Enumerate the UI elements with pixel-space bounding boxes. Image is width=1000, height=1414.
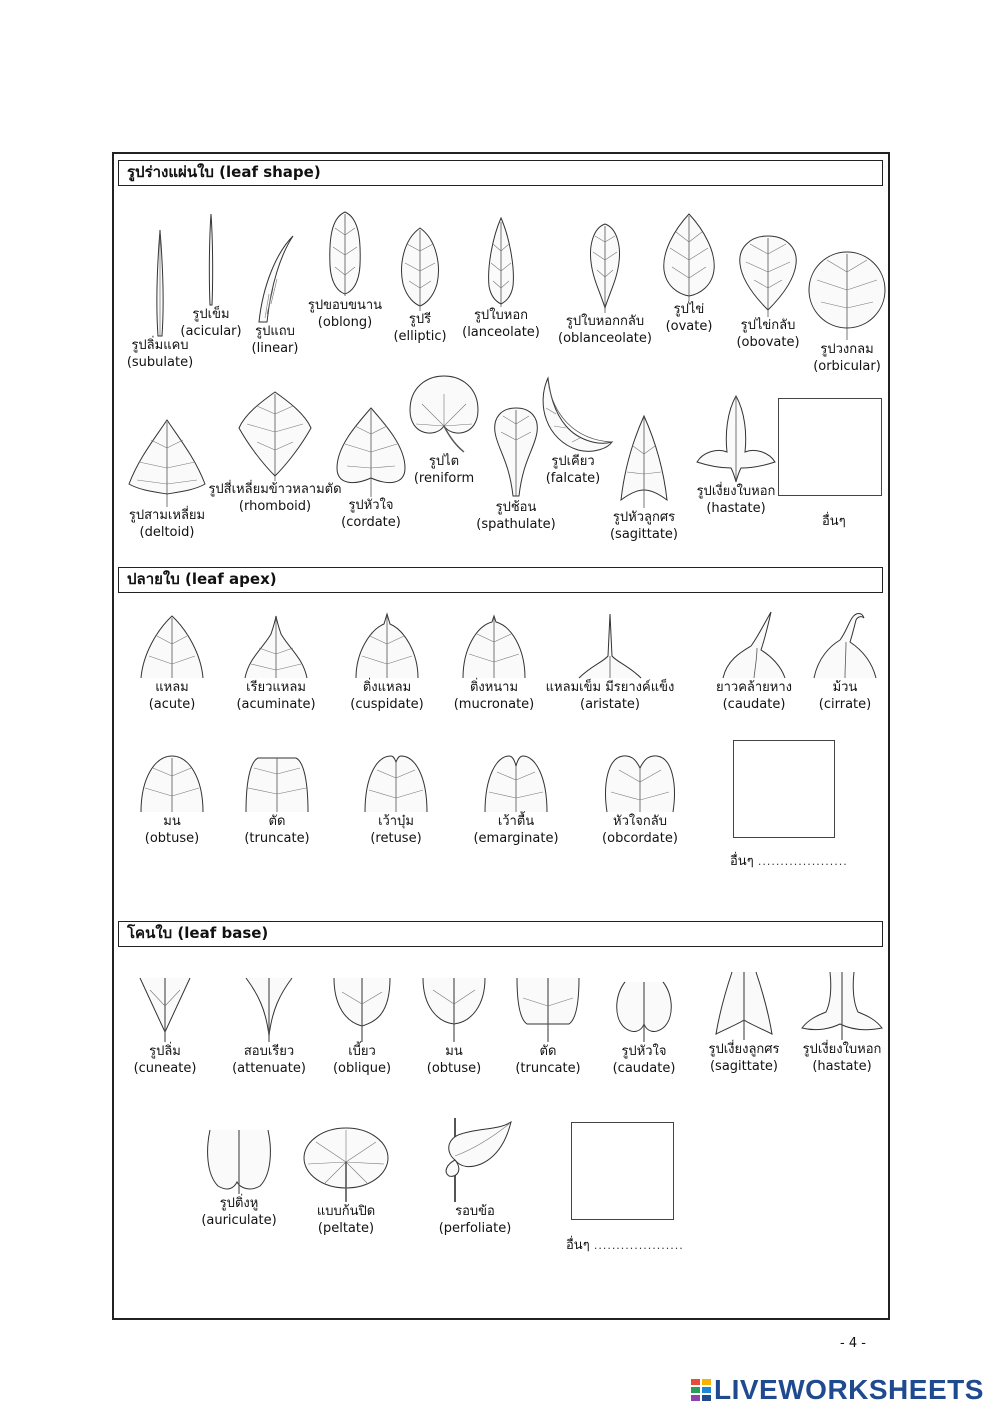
truncate-apex-icon (244, 752, 310, 814)
mucronate-apex-icon (461, 612, 527, 680)
deltoid-leaf-icon (125, 418, 209, 508)
leaf-base-oblique: เบี้ยว (oblique) (326, 976, 398, 1077)
acicular-leaf-icon (203, 212, 219, 307)
leaf-shape-cordate: รูปหัวใจ (cordate) (330, 406, 412, 531)
leaf-apex-emarginate: เว้าตื้น (emarginate) (466, 752, 566, 847)
sagittate-base-icon (714, 970, 774, 1042)
leaf-apex-caudate: ยาวคล้ายหาง (caudate) (704, 610, 804, 713)
leaf-shape-ovate: รูปไข่ (ovate) (652, 212, 726, 335)
leaf-base-obtuse: มน (obtuse) (418, 976, 490, 1077)
leaf-shape-deltoid: รูปสามเหลี่ยม (deltoid) (122, 418, 212, 541)
liveworksheets-brand: LIVEWORKSHEETS (690, 1374, 984, 1406)
cirrate-apex-icon (812, 610, 878, 680)
perfoliate-base-icon (435, 1116, 515, 1204)
lanceolate-leaf-icon (483, 216, 519, 308)
leaf-base-perfoliate: รอบข้อ (perfoliate) (428, 1116, 522, 1237)
cordate-leaf-icon (333, 406, 409, 498)
leaf-apex-acute: แหลม (acute) (132, 614, 212, 713)
obovate-leaf-icon (736, 232, 800, 318)
caudate-base-icon (611, 980, 677, 1044)
leaf-shape-elliptic: รูปรี (elliptic) (388, 226, 452, 345)
caudate-apex-icon (721, 610, 787, 680)
cuneate-base-icon (138, 976, 192, 1044)
leaf-apex-other-label: อื่นๆ .................... (730, 854, 848, 869)
hastate-leaf-icon (695, 394, 777, 484)
leaf-apex-cuspidate: ติ่งแหลม (cuspidate) (342, 612, 432, 713)
leaf-apex-obtuse: มน (obtuse) (132, 752, 212, 847)
page-number: - 4 - (840, 1336, 866, 1351)
obtuse-base-icon (421, 976, 487, 1044)
leaf-shape-other-answer-box[interactable] (778, 398, 882, 496)
emarginate-apex-icon (483, 752, 549, 814)
leaf-base-auriculate: รูปติ่งหู (auriculate) (194, 1128, 284, 1229)
leaf-shape-reniform: รูปไต (reniform (404, 374, 484, 487)
leaf-shape-subulate: รูปลิ่มแคบ (subulate) (122, 228, 198, 371)
cuspidate-apex-icon (354, 612, 420, 680)
leaf-shape-rhomboid: รูปสี่เหลี่ยมข้าวหลามตัด (rhomboid) (200, 390, 350, 515)
rhomboid-leaf-icon (235, 390, 315, 482)
linear-leaf-icon (253, 234, 297, 324)
subulate-leaf-icon (150, 228, 170, 338)
leaf-base-other-answer-box[interactable] (571, 1122, 674, 1220)
leaf-base-peltate: แบบก้นปิด (peltate) (300, 1124, 392, 1237)
leaf-shape-sagittate: รูปหัวลูกศร (sagittate) (604, 414, 684, 543)
leaf-base-attenuate: สอบเรียว (attenuate) (224, 976, 314, 1077)
leaf-apex-retuse: เว้าบุ๋ม (retuse) (354, 752, 438, 847)
leaf-base-truncate: ตัด (truncate) (508, 976, 588, 1077)
leaf-shape-oblanceolate: รูปใบหอกกลับ (oblanceolate) (552, 222, 658, 347)
leaf-base-hastate: รูปเงี่ยงใบหอก (hastate) (796, 970, 888, 1075)
leaf-shape-spathulate: รูปช้อน (spathulate) (468, 404, 564, 533)
leaf-base-caudate: รูปหัวใจ (caudate) (606, 980, 682, 1077)
hastate-base-icon (800, 970, 884, 1042)
elliptic-leaf-icon (397, 226, 443, 312)
leaf-shape-obovate: รูปไข่กลับ (obovate) (726, 232, 810, 351)
aristate-apex-icon (577, 612, 643, 680)
leaf-base-other-label: อื่นๆ .................... (566, 1238, 684, 1253)
truncate-base-icon (515, 976, 581, 1044)
leaf-apex-truncate: ตัด (truncate) (234, 752, 320, 847)
leaf-base-other-answer-line[interactable]: .................... (593, 1239, 684, 1252)
acute-apex-icon (139, 614, 205, 680)
auriculate-base-icon (204, 1128, 274, 1196)
leaf-base-cuneate: รูปลิ่ม (cuneate) (128, 976, 202, 1077)
attenuate-base-icon (244, 976, 294, 1044)
obtuse-apex-icon (139, 752, 205, 814)
leaf-apex-other-answer-line[interactable]: .................... (757, 855, 848, 868)
leaf-shape-hastate: รูปเงี่ยงใบหอก (hastate) (688, 394, 784, 517)
leaf-shape-lanceolate: รูปใบหอก (lanceolate) (458, 216, 544, 341)
leaf-shape-orbicular: รูปวงกลม (orbicular) (806, 246, 888, 375)
oblong-leaf-icon (325, 210, 365, 298)
oblique-base-icon (332, 976, 392, 1044)
leaf-apex-other-answer-box[interactable] (733, 740, 835, 838)
orbicular-leaf-icon (807, 246, 887, 342)
leaf-shape-oblong: รูปขอบขนาน (oblong) (300, 210, 390, 331)
leaf-apex-aristate: แหลมเข็ม มีรยางค์แข็ง (aristate) (538, 612, 682, 713)
leaf-shape-acicular: รูปเข็ม (acicular) (176, 212, 246, 340)
sagittate-leaf-icon (617, 414, 671, 510)
oblanceolate-leaf-icon (585, 222, 625, 314)
leaf-base-sagittate: รูปเงี่ยงลูกศร (sagittate) (692, 970, 796, 1075)
leaf-apex-acuminate: เรียวแหลม (acuminate) (228, 614, 324, 713)
acuminate-apex-icon (243, 614, 309, 680)
obcordate-apex-icon (603, 752, 677, 814)
leaf-apex-cirrate: ม้วน (cirrate) (808, 610, 882, 713)
leaf-apex-obcordate: หัวใจกลับ (obcordate) (590, 752, 690, 847)
section-header-leaf-apex: ปลายใบ (leaf apex) (118, 567, 883, 593)
retuse-apex-icon (363, 752, 429, 814)
falcate-leaf-icon (532, 374, 614, 454)
leaf-shape-other-label: อื่นๆ (822, 514, 846, 529)
liveworksheets-logo-icon (690, 1378, 712, 1402)
leaf-shape-linear: รูปแถบ (linear) (244, 234, 306, 357)
ovate-leaf-icon (660, 212, 718, 302)
peltate-base-icon (300, 1124, 392, 1204)
leaf-shape-falcate: รูปเคียว (falcate) (532, 374, 614, 487)
section-header-leaf-shape: รูปร่างแผ่นใบ (leaf shape) (118, 160, 883, 186)
section-header-leaf-base: โคนใบ (leaf base) (118, 921, 883, 947)
leaf-apex-mucronate: ติ่งหนาม (mucronate) (446, 612, 542, 713)
